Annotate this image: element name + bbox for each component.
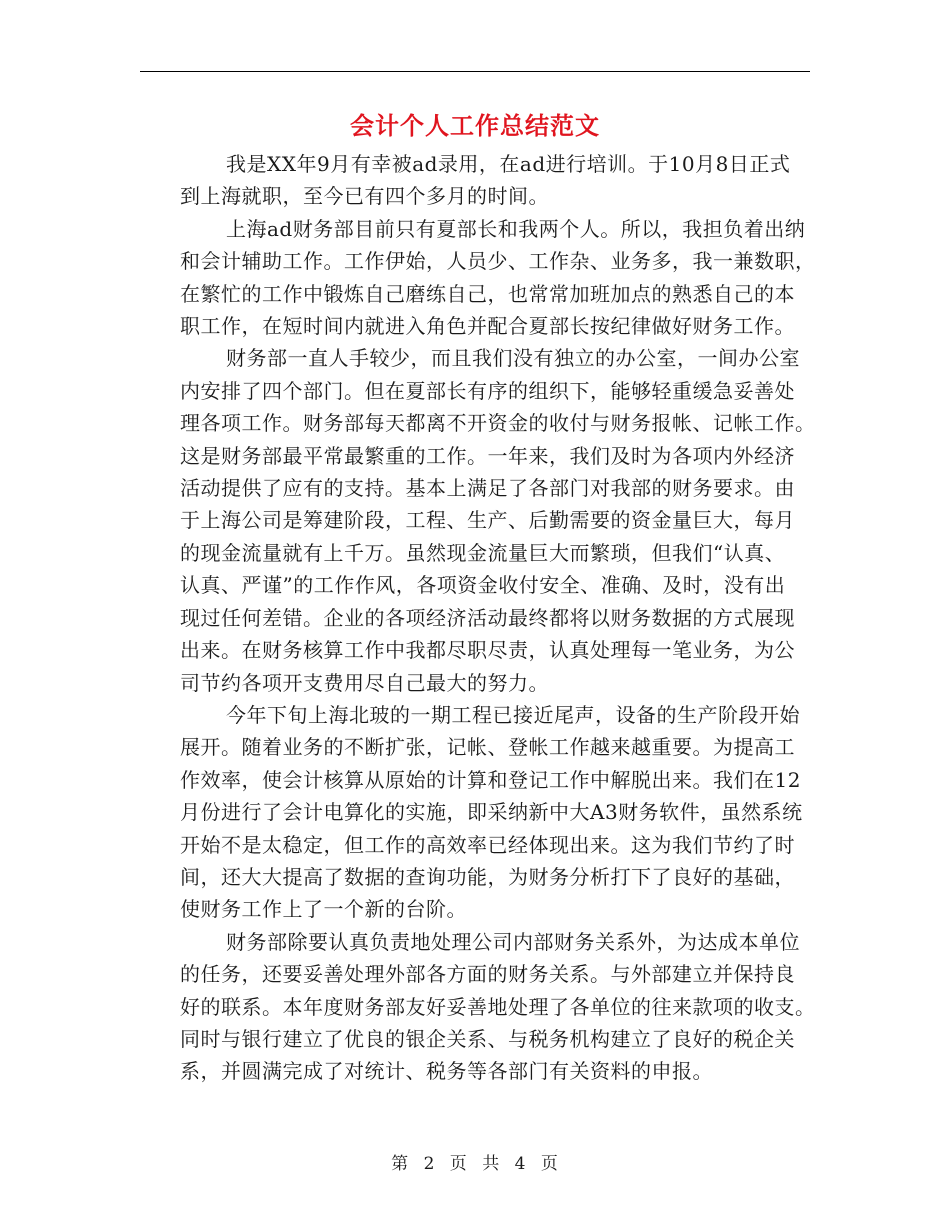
total-unit: 页 [540,1154,559,1174]
page-unit: 页 [449,1154,468,1174]
paragraph-line: 于上海公司是筹建阶段，工程、生产、后勤需要的资金量巨大，每月 [180,508,795,533]
paragraph-line: 好的联系。本年度财务部友好妥善地处理了各单位的往来款项的收支。 [180,994,816,1019]
paragraph-line: 系，并圆满完成了对统计、税务等各部门有关资料的申报。 [180,1059,713,1084]
paragraph-line: 理各项工作。财务部每天都离不开资金的收付与财务报帐、记帐工作。 [180,411,816,436]
paragraph-line: 出来。在财务核算工作中我都尽职尽责，认真处理每一笔业务，为公 [180,638,795,663]
paragraph-line: 我是XX年9月有幸被ad录用，在ad进行培训。于10月8日正式 [226,152,791,176]
page-footer [0,1152,950,1176]
paragraph-line: 在繁忙的工作中锻炼自己磨练自己，也常常加班加点的熟悉自己的本 [180,281,795,306]
paragraph-line: 认真、严谨”的工作作风，各项资金收付安全、准确、及时，没有出 [180,573,786,598]
paragraph-line: 活动提供了应有的支持。基本上满足了各部门对我部的财务要求。由 [180,476,795,501]
paragraph-line: 现过任何差错。企业的各项经济活动最终都将以财务数据的方式展现 [180,605,795,630]
document-title: 会计个人工作总结范文 [350,111,600,140]
paragraph-line: 间，还大大提高了数据的查询功能，为财务分析打下了良好的基础， [180,864,795,889]
paragraph [140,148,815,213]
paragraph-line: 开始不是太稳定，但工作的高效率已经体现出来。这为我们节约了时 [180,832,795,857]
document-body [140,148,815,1088]
paragraph [140,342,815,698]
paragraph [140,213,815,343]
paragraph [140,699,815,926]
paragraph-line: 职工作，在短时间内就进入角色并配合夏部长按纪律做好财务工作。 [180,314,795,339]
paragraph-line: 月份进行了会计电算化的实施，即采纳新中大A3财务软件，虽然系统 [180,800,803,825]
paragraph-line: 作效率，使会计核算从原始的计算和登记工作中解脱出来。我们在12 [180,767,801,792]
paragraph-line: 展开。随着业务的不断扩张，记帐、登帐工作越来越重要。为提高工 [180,735,795,760]
paragraph-line: 使财务工作上了一个新的台阶。 [180,897,467,922]
total-pages: 4 [514,1154,527,1174]
paragraph-line: 内安排了四个部门。但在夏部长有序的组织下，能够轻重缓急妥善处 [180,378,795,403]
paragraph-line: 今年下旬上海北玻的一期工程已接近尾声，设备的生产阶段开始 [226,702,800,727]
paragraph-line: 同时与银行建立了优良的银企关系、与税务机构建立了良好的税企关 [180,1026,795,1051]
total-label: 共 [482,1154,501,1174]
page-number: 2 [423,1154,436,1174]
paragraph [140,926,815,1088]
paragraph-line: 这是财务部最平常最繁重的工作。一年来，我们及时为各项内外经济 [180,443,795,468]
paragraph-line: 财务部除要认真负责地处理公司内部财务关系外，为达成本单位 [226,929,800,954]
header-rule [140,71,810,72]
page-label: 第 [391,1154,410,1174]
paragraph-line: 财务部一直人手较少，而且我们没有独立的办公室，一间办公室 [226,346,800,371]
paragraph-line: 到上海就职，至今已有四个多月的时间。 [180,184,549,209]
paragraph-line: 和会计辅助工作。工作伊始，人员少、工作杂、业务多，我一兼数职， [180,249,816,274]
paragraph-line: 上海ad财务部目前只有夏部长和我两个人。所以，我担负着出纳 [226,216,806,241]
paragraph-line: 的现金流量就有上千万。虽然现金流量巨大而繁琐，但我们“认真、 [180,540,786,565]
paragraph-line: 司节约各项开支费用尽自己最大的努力。 [180,670,549,695]
paragraph-line: 的任务，还要妥善处理外部各方面的财务关系。与外部建立并保持良 [180,962,795,987]
